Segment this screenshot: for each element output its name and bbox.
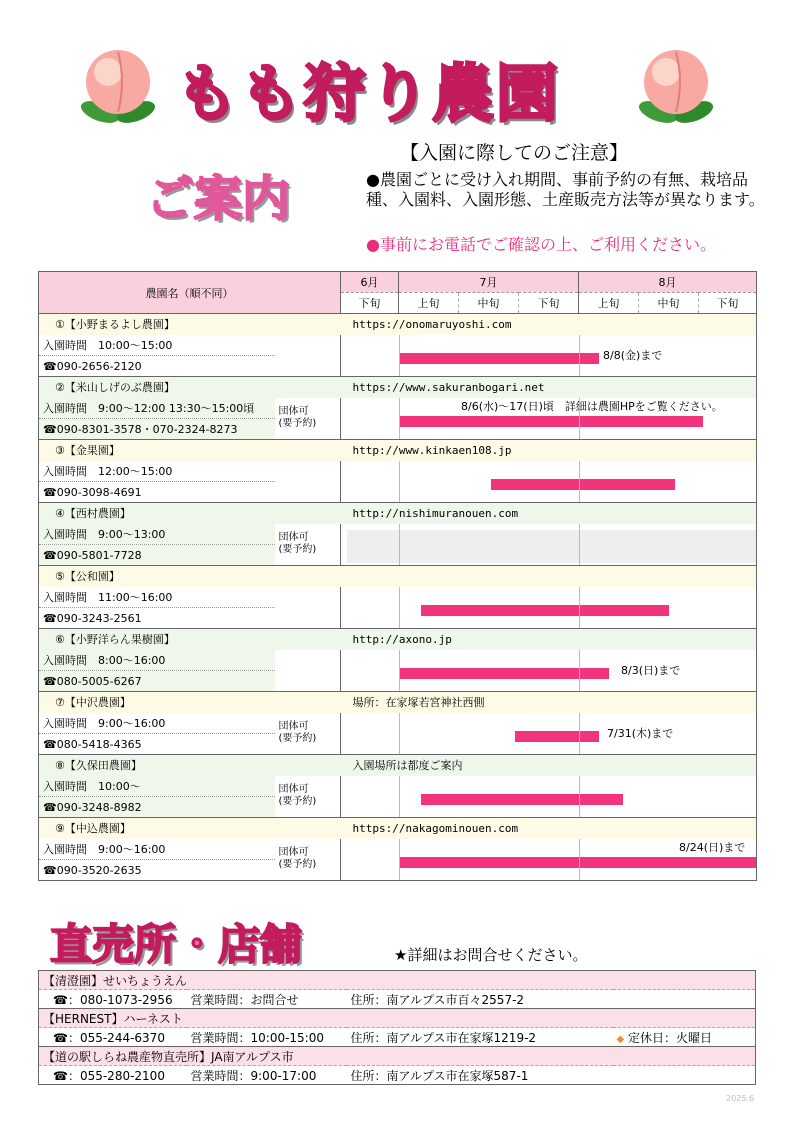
notice-body: ●農園ごとに受け入れ期間、事前予約の有無、栽培品種、入園料、入園形態、土産販売方法等が異なります。 [366,170,765,209]
month-divider [579,650,580,692]
period-header: 中旬 [459,293,519,314]
schedule-cell [341,839,757,881]
unavailable-period [347,530,756,564]
spacer [275,314,341,335]
group-booking-text: 団体可 (要予約) [278,847,317,871]
period-header: 上旬 [399,293,459,314]
farm-name: ⑤【公和園】 [39,566,275,587]
farm-hours: 入園時間 8:00～16:00 [39,650,275,671]
schedule-cell [341,713,757,755]
farm-name: ④【西村農園】 [39,503,275,524]
schedule-bar [399,416,703,427]
schedule-bar [421,605,669,616]
spacer [275,503,341,524]
farm-detail-row [39,587,757,608]
farm-name: ⑦【中沢農園】 [39,692,275,713]
period-header: 下旬 [519,293,579,314]
month-divider [579,839,580,881]
shop-holiday-text: 定休日：火曜日 [628,1030,713,1045]
schedule-cell [341,776,757,818]
farm-url: http://nishimuranouen.com [341,503,757,524]
farm-tel: ☎090-8301-3578・070-2324-8273 [39,419,275,440]
document-year: 2025.6 [726,1094,754,1103]
farm-hours: 入園時間 9:00～16:00 [39,713,275,734]
notice-heading: 【入園に際してのご注意】 [400,142,629,164]
schedule-note: 8/6(水)～17(日)頃 詳細は農園HPをご覧ください。 [461,400,723,414]
farm-name: ⑥【小野洋らん果樹園】 [39,629,275,650]
farm-tel: ☎080-5418-4365 [39,734,275,755]
shop-hours: 営業時間：10:00-15:00 [187,1028,347,1047]
schedule-bar [399,668,609,679]
group-booking-text: 団体可 (要予約) [278,721,317,745]
farm-row [39,566,757,587]
shops-table [38,970,756,1085]
schedule-cell [341,524,757,566]
spacer [275,566,341,587]
schedule-cell [341,587,757,629]
group-booking [275,398,341,440]
farm-row [39,629,757,650]
farm-hours: 入園時間 9:00～16:00 [39,839,275,860]
schedule-note: 7/31(木)まで [607,727,674,741]
peach-illustration-left [78,42,158,126]
farm-tel: ☎090-5801-7728 [39,545,275,566]
shop-address: 住所：南アルプス市在家塚1219-2 [347,1028,613,1047]
schedule-bar [399,353,599,364]
month-divider [399,713,400,755]
farm-tel: ☎090-2656-2120 [39,356,275,377]
farm-name: ②【米山しげのぶ農園】 [39,377,275,398]
schedule-note: 8/8(金)まで [603,349,663,363]
farm-name: ③【金果園】 [39,440,275,461]
month-divider [579,461,580,503]
farm-row [39,377,757,398]
schedule-bar [421,794,623,805]
shop-tel: ☎：055-280-2100 [39,1066,187,1085]
period-header: 中旬 [639,293,699,314]
farm-hours: 入園時間 10:00～ [39,776,275,797]
farm-tel: ☎090-3520-2635 [39,860,275,881]
group-booking-text: 団体可 (要予約) [278,406,317,430]
farm-hours: 入園時間 9:00～13:00 [39,524,275,545]
farm-url: http://www.kinkaen108.jp [341,440,757,461]
schedule-cell [341,461,757,503]
farm-url: 場所：在家塚若宮神社西側 [341,692,757,713]
shop-name: 【清澄園】せいちょうえん [39,971,756,990]
shop-holiday [613,990,756,1009]
month-divider [399,839,400,881]
month-divider [399,650,400,692]
month-divider [399,587,400,629]
farm-url: 入園場所は都度ご案内 [341,755,757,776]
farm-row [39,503,757,524]
farm-detail-row [39,839,757,860]
farm-row [39,440,757,461]
farm-row [39,818,757,839]
shop-address: 住所：南アルプス市百々2557-2 [347,990,613,1009]
shop-holiday [613,1066,756,1085]
farm-row [39,755,757,776]
farm-url: https://nakagominouen.com [341,818,757,839]
farm-detail-row [39,650,757,671]
schedule-cell [341,398,757,440]
month-divider [579,524,580,566]
group-booking-text: 団体可 (要予約) [278,532,317,556]
month-divider [399,398,400,440]
schedule-cell [341,650,757,692]
shop-address: 住所：南アルプス市在家塚587-1 [347,1066,613,1085]
shop-holiday [613,1028,756,1047]
spacer [275,692,341,713]
spacer [275,818,341,839]
shop-name: 【道の駅しらね農産物直売所】JA南アルプス市 [39,1047,756,1066]
farm-tel: ☎090-3248-8982 [39,797,275,818]
farm-detail-row [39,335,757,356]
peach-illustration-right [636,42,716,126]
period-header: 下旬 [341,293,399,314]
farm-url: https://www.sakuranbogari.net [341,377,757,398]
month-divider [579,713,580,755]
shop-hours: 営業時間：お問合せ [187,990,347,1009]
farm-name: ①【小野まるよし農園】 [39,314,275,335]
shops-note: ★詳細はお問合せください。 [394,946,588,964]
month-divider [579,776,580,818]
page-subtitle: ご案内 [146,171,291,227]
group-booking [275,713,341,755]
spacer [275,629,341,650]
month-divider [399,776,400,818]
schedule-bar [491,479,675,490]
farm-hours: 入園時間 12:00～15:00 [39,461,275,482]
farm-row [39,314,757,335]
group-booking [275,839,341,881]
month-divider [579,335,580,377]
group-booking [275,587,341,629]
month-divider [399,335,400,377]
farm-name: ⑨【中込農園】 [39,818,275,839]
farm-hours: 入園時間 10:00～15:00 [39,335,275,356]
schedule-bar [399,857,757,868]
farm-tel: ☎080-5005-6267 [39,671,275,692]
month-header: 6月 [341,272,399,293]
schedule-bar [515,731,599,742]
farm-hours: 入園時間 11:00～16:00 [39,587,275,608]
group-booking [275,524,341,566]
month-divider [579,398,580,440]
shops-title: 直売所・店舗 [50,920,303,969]
month-header: 7月 [399,272,579,293]
shop-hours: 営業時間：9:00-17:00 [187,1066,347,1085]
diamond-icon: ◆ [616,1033,625,1045]
farm-detail-row [39,776,757,797]
farm-detail-row [39,524,757,545]
spacer [275,377,341,398]
schedule-cell [341,335,757,377]
farm-schedule-table [38,271,757,881]
group-booking [275,335,341,377]
farm-hours: 入園時間 9:00～12:00 13:30～15:00頃 [39,398,275,419]
farm-detail-row [39,398,757,419]
farm-detail-row [39,461,757,482]
shop-tel: ☎：055-244-6370 [39,1028,187,1047]
schedule-note: 8/3(日)まで [621,664,681,678]
period-header: 上旬 [579,293,639,314]
month-divider [399,524,400,566]
group-booking [275,461,341,503]
spacer [275,755,341,776]
shop-tel: ☎：080-1073-2956 [39,990,187,1009]
shop-name: 【HERNEST】ハーネスト [39,1009,756,1028]
period-header: 下旬 [699,293,757,314]
farm-row [39,692,757,713]
farm-tel: ☎090-3098-4691 [39,482,275,503]
farm-name: ⑧【久保田農園】 [39,755,275,776]
month-divider [399,461,400,503]
group-booking [275,776,341,818]
notice-red: ●事前にお電話でご確認の上、ご利用ください。 [366,235,716,254]
spacer [275,440,341,461]
farm-url [341,566,757,587]
month-divider [579,587,580,629]
farm-url: https://onomaruyoshi.com [341,314,757,335]
farm-tel: ☎090-3243-2561 [39,608,275,629]
group-booking [275,650,341,692]
group-booking-text: 団体可 (要予約) [278,784,317,808]
month-header: 8月 [579,272,757,293]
farm-name-header: 農園名（順不同） [39,272,341,314]
page-title: もも狩り農園 [176,57,561,130]
schedule-note: 8/24(日)まで [679,841,746,855]
farm-url: http://axono.jp [341,629,757,650]
farm-detail-row [39,713,757,734]
